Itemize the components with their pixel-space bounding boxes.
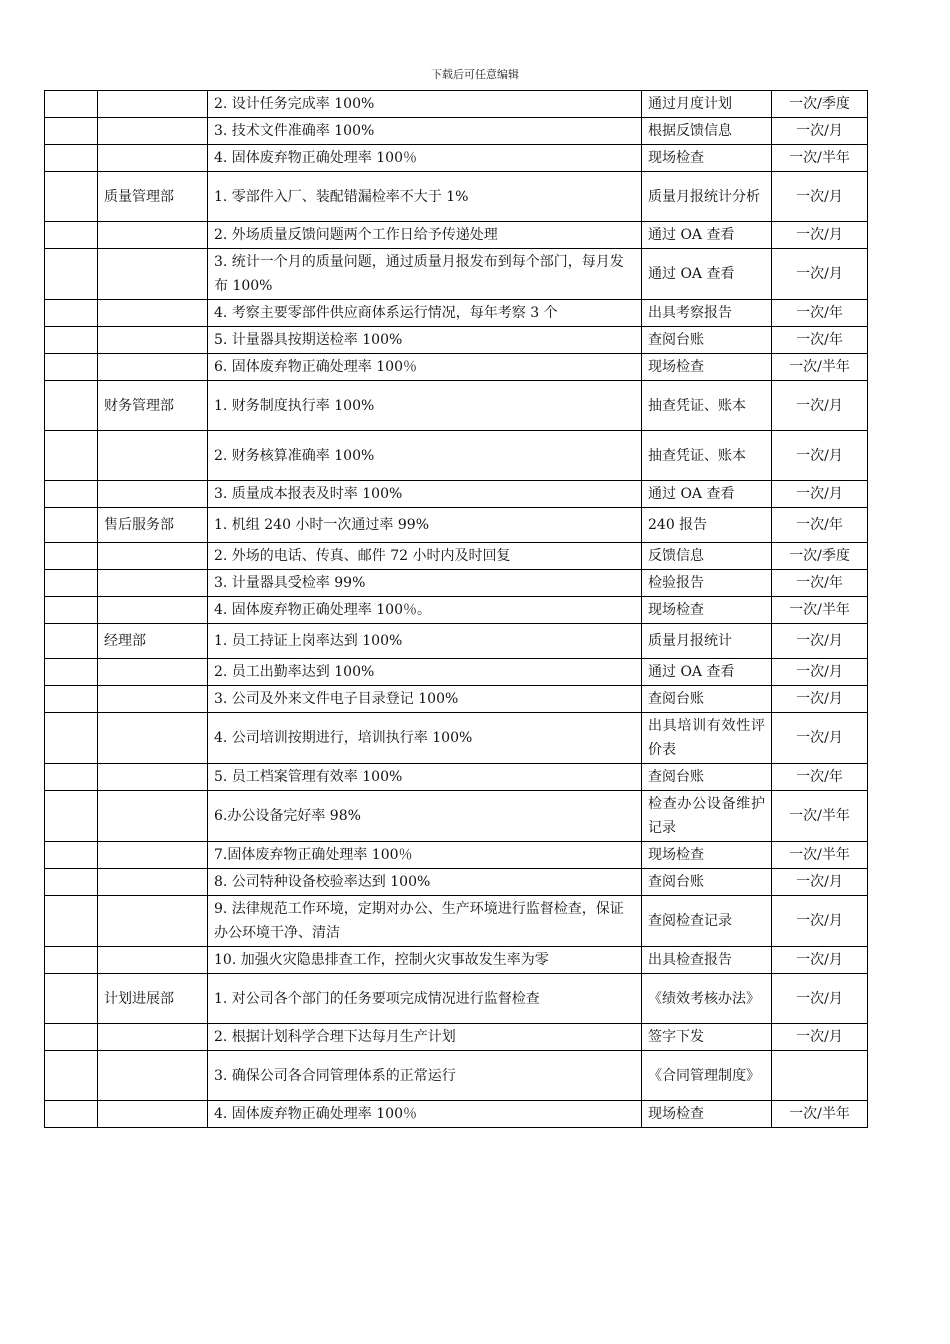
blank-cell	[45, 659, 98, 686]
item-cell: 6. 固体废弃物正确处理率 100％	[208, 354, 642, 381]
dept-cell	[98, 842, 208, 869]
blank-cell	[45, 869, 98, 896]
freq-cell: 一次/月	[772, 381, 868, 431]
table-row	[45, 869, 868, 896]
method-cell: 查阅检查记录	[642, 896, 772, 947]
blank-cell	[45, 431, 98, 481]
dept-cell	[98, 1101, 208, 1128]
blank-cell	[45, 764, 98, 791]
method-cell: 质量月报统计	[642, 624, 772, 659]
item-cell: 2. 根据计划科学合理下达每月生产计划	[208, 1024, 642, 1051]
table-row	[45, 896, 868, 947]
method-cell: 出具培训有效性评价表	[642, 713, 772, 764]
freq-cell: 一次/季度	[772, 543, 868, 570]
table-row	[45, 481, 868, 508]
blank-cell	[45, 791, 98, 842]
blank-cell	[45, 1024, 98, 1051]
item-cell: 3. 统计一个月的质量问题，通过质量月报发布到每个部门，每月发布 100%	[208, 249, 642, 300]
dept-cell	[98, 431, 208, 481]
freq-cell: 一次/季度	[772, 91, 868, 118]
dept-cell	[98, 764, 208, 791]
item-cell: 4. 固体废弃物正确处理率 100％	[208, 145, 642, 172]
freq-cell: 一次/月	[772, 869, 868, 896]
dept-cell	[98, 145, 208, 172]
method-cell: 通过 OA 查看	[642, 222, 772, 249]
method-cell: 查阅台账	[642, 869, 772, 896]
method-cell: 240 报告	[642, 508, 772, 543]
freq-cell: 一次/月	[772, 686, 868, 713]
blank-cell	[45, 354, 98, 381]
table-row	[45, 570, 868, 597]
table-row	[45, 118, 868, 145]
dept-cell	[98, 354, 208, 381]
blank-cell	[45, 222, 98, 249]
method-cell: 查阅台账	[642, 327, 772, 354]
blank-cell	[45, 508, 98, 543]
dept-cell: 售后服务部	[98, 508, 208, 543]
item-cell: 6.办公设备完好率 98%	[208, 791, 642, 842]
dept-cell	[98, 1051, 208, 1101]
blank-cell	[45, 1051, 98, 1101]
table-row	[45, 508, 868, 543]
dept-cell: 质量管理部	[98, 172, 208, 222]
method-cell: 抽查凭证、账本	[642, 431, 772, 481]
dept-cell	[98, 597, 208, 624]
table-row	[45, 354, 868, 381]
method-cell: 出具考察报告	[642, 300, 772, 327]
dept-cell: 计划进展部	[98, 974, 208, 1024]
blank-cell	[45, 543, 98, 570]
blank-cell	[45, 1101, 98, 1128]
table-row	[45, 1101, 868, 1128]
method-cell: 根据反馈信息	[642, 118, 772, 145]
dept-cell	[98, 327, 208, 354]
table-row	[45, 249, 868, 300]
freq-cell: 一次/年	[772, 300, 868, 327]
freq-cell: 一次/月	[772, 974, 868, 1024]
table-row	[45, 381, 868, 431]
item-cell: 1. 员工持证上岗率达到 100%	[208, 624, 642, 659]
dept-cell	[98, 91, 208, 118]
dept-cell	[98, 1024, 208, 1051]
item-cell: 3. 技术文件准确率 100%	[208, 118, 642, 145]
freq-cell: 一次/年	[772, 570, 868, 597]
blank-cell	[45, 597, 98, 624]
table-row	[45, 431, 868, 481]
freq-cell: 一次/半年	[772, 842, 868, 869]
item-cell: 3. 确保公司各合同管理体系的正常运行	[208, 1051, 642, 1101]
dept-cell	[98, 869, 208, 896]
method-cell: 检验报告	[642, 570, 772, 597]
table-row	[45, 1051, 868, 1101]
item-cell: 1. 零部件入厂、装配错漏检率不大于 1%	[208, 172, 642, 222]
table-row	[45, 947, 868, 974]
blank-cell	[45, 481, 98, 508]
method-cell: 通过 OA 查看	[642, 659, 772, 686]
kpi-table	[44, 90, 868, 1128]
table-row	[45, 543, 868, 570]
freq-cell: 一次/月	[772, 222, 868, 249]
method-cell: 现场检查	[642, 145, 772, 172]
item-cell: 4. 考察主要零部件供应商体系运行情况，每年考察 3 个	[208, 300, 642, 327]
item-cell: 4. 固体废弃物正确处理率 100％。	[208, 597, 642, 624]
freq-cell	[772, 1051, 868, 1101]
table-row	[45, 686, 868, 713]
blank-cell	[45, 118, 98, 145]
table-row	[45, 624, 868, 659]
method-cell: 《合同管理制度》	[642, 1051, 772, 1101]
blank-cell	[45, 381, 98, 431]
freq-cell: 一次/月	[772, 1024, 868, 1051]
item-cell: 1. 机组 240 小时一次通过率 99%	[208, 508, 642, 543]
method-cell: 查阅台账	[642, 764, 772, 791]
freq-cell: 一次/月	[772, 624, 868, 659]
item-cell: 4. 公司培训按期进行，培训执行率 100%	[208, 713, 642, 764]
freq-cell: 一次/月	[772, 659, 868, 686]
blank-cell	[45, 974, 98, 1024]
table-row	[45, 300, 868, 327]
freq-cell: 一次/月	[772, 481, 868, 508]
item-cell: 7.固体废弃物正确处理率 100％	[208, 842, 642, 869]
method-cell: 查阅台账	[642, 686, 772, 713]
blank-cell	[45, 842, 98, 869]
item-cell: 2. 外场质量反馈问题两个工作日给予传递处理	[208, 222, 642, 249]
blank-cell	[45, 896, 98, 947]
item-cell: 1. 财务制度执行率 100%	[208, 381, 642, 431]
dept-cell	[98, 791, 208, 842]
method-cell: 现场检查	[642, 597, 772, 624]
item-cell: 2. 外场的电话、传真、邮件 72 小时内及时回复	[208, 543, 642, 570]
freq-cell: 一次/年	[772, 764, 868, 791]
method-cell: 出具检查报告	[642, 947, 772, 974]
blank-cell	[45, 686, 98, 713]
freq-cell: 一次/半年	[772, 1101, 868, 1128]
freq-cell: 一次/半年	[772, 354, 868, 381]
dept-cell	[98, 300, 208, 327]
method-cell: 现场检查	[642, 354, 772, 381]
dept-cell	[98, 659, 208, 686]
table-row	[45, 974, 868, 1024]
table-row	[45, 764, 868, 791]
freq-cell: 一次/月	[772, 118, 868, 145]
table-row	[45, 145, 868, 172]
item-cell: 5. 员工档案管理有效率 100%	[208, 764, 642, 791]
item-cell: 3. 计量器具受检率 99%	[208, 570, 642, 597]
freq-cell: 一次/半年	[772, 597, 868, 624]
freq-cell: 一次/月	[772, 172, 868, 222]
dept-cell	[98, 222, 208, 249]
item-cell: 2. 设计任务完成率 100%	[208, 91, 642, 118]
item-cell: 10. 加强火灾隐患排查工作，控制火灾事故发生率为零	[208, 947, 642, 974]
table-row	[45, 172, 868, 222]
table-row	[45, 659, 868, 686]
table-row	[45, 597, 868, 624]
blank-cell	[45, 327, 98, 354]
freq-cell: 一次/半年	[772, 145, 868, 172]
method-cell: 通过 OA 查看	[642, 481, 772, 508]
method-cell: 现场检查	[642, 1101, 772, 1128]
dept-cell	[98, 481, 208, 508]
page-header: 下载后可任意编辑	[431, 68, 519, 81]
dept-cell	[98, 713, 208, 764]
method-cell: 现场检查	[642, 842, 772, 869]
dept-cell	[98, 118, 208, 145]
freq-cell: 一次/年	[772, 327, 868, 354]
table-row	[45, 222, 868, 249]
item-cell: 5. 计量器具按期送检率 100%	[208, 327, 642, 354]
item-cell: 4. 固体废弃物正确处理率 100％	[208, 1101, 642, 1128]
method-cell: 通过月度计划	[642, 91, 772, 118]
blank-cell	[45, 947, 98, 974]
freq-cell: 一次/月	[772, 713, 868, 764]
dept-cell	[98, 896, 208, 947]
freq-cell: 一次/月	[772, 896, 868, 947]
blank-cell	[45, 300, 98, 327]
method-cell: 通过 OA 查看	[642, 249, 772, 300]
method-cell: 检查办公设备维护记录	[642, 791, 772, 842]
table-row	[45, 842, 868, 869]
table-row	[45, 713, 868, 764]
blank-cell	[45, 145, 98, 172]
dept-cell	[98, 686, 208, 713]
method-cell: 签字下发	[642, 1024, 772, 1051]
table-row	[45, 1024, 868, 1051]
dept-cell	[98, 543, 208, 570]
method-cell: 抽查凭证、账本	[642, 381, 772, 431]
dept-cell: 经理部	[98, 624, 208, 659]
item-cell: 1. 对公司各个部门的任务要项完成情况进行监督检查	[208, 974, 642, 1024]
method-cell: 反馈信息	[642, 543, 772, 570]
freq-cell: 一次/年	[772, 508, 868, 543]
blank-cell	[45, 570, 98, 597]
item-cell: 2. 财务核算准确率 100%	[208, 431, 642, 481]
item-cell: 3. 质量成本报表及时率 100%	[208, 481, 642, 508]
dept-cell	[98, 570, 208, 597]
freq-cell: 一次/月	[772, 249, 868, 300]
freq-cell: 一次/月	[772, 431, 868, 481]
item-cell: 2. 员工出勤率达到 100%	[208, 659, 642, 686]
blank-cell	[45, 172, 98, 222]
table-row	[45, 91, 868, 118]
dept-cell	[98, 249, 208, 300]
freq-cell: 一次/半年	[772, 791, 868, 842]
dept-cell: 财务管理部	[98, 381, 208, 431]
item-cell: 3. 公司及外来文件电子目录登记 100%	[208, 686, 642, 713]
table-row	[45, 791, 868, 842]
method-cell: 质量月报统计分析	[642, 172, 772, 222]
blank-cell	[45, 624, 98, 659]
item-cell: 8. 公司特种设备校验率达到 100%	[208, 869, 642, 896]
item-cell: 9. 法律规范工作环境，定期对办公、生产环境进行监督检查，保证办公环境干净、清洁	[208, 896, 642, 947]
blank-cell	[45, 713, 98, 764]
table-row	[45, 327, 868, 354]
freq-cell: 一次/月	[772, 947, 868, 974]
blank-cell	[45, 91, 98, 118]
dept-cell	[98, 947, 208, 974]
method-cell: 《绩效考核办法》	[642, 974, 772, 1024]
blank-cell	[45, 249, 98, 300]
